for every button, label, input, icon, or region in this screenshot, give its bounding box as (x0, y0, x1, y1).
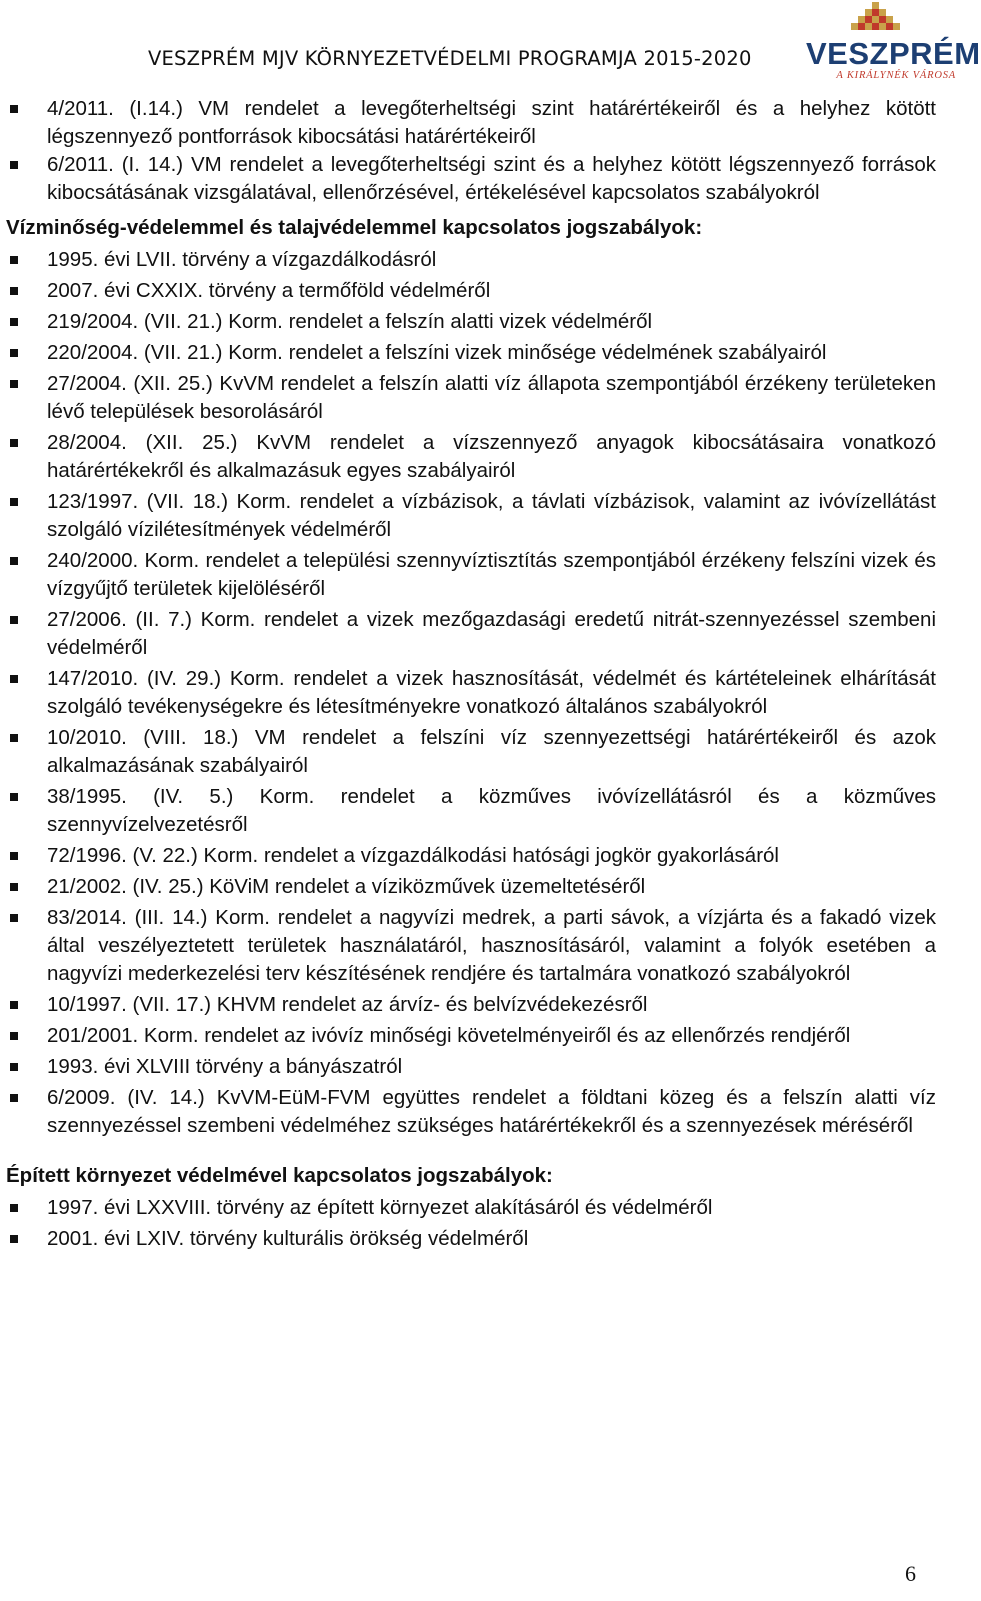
list-item: 21/2002. (IV. 25.) KöViM rendelet a víziközművek üzemeltetéséről (6, 873, 936, 901)
list-item: 147/2010. (IV. 29.) Korm. rendelet a vizek hasznosítását, védelmét és kártételeinek elhárítását szolgáló tevékenységekre és létesítményekre vonatkozó általános szabályokról (6, 665, 936, 721)
square-bullet-icon (10, 914, 18, 922)
list-item: 2007. évi CXXIX. törvény a termőföld védelméről (6, 277, 936, 305)
list-item: 219/2004. (VII. 21.) Korm. rendelet a felszín alatti vizek védelméről (6, 308, 936, 336)
square-bullet-icon (10, 883, 18, 891)
square-bullet-icon (10, 349, 18, 357)
page-header (0, 0, 981, 90)
castle-logo-icon (842, 2, 912, 36)
list-item: 28/2004. (XII. 25.) KvVM rendelet a vízszennyező anyagok kibocsátásaira vonatkozó határértékekről és alkalmazásuk egyes szabályairól (6, 429, 936, 485)
square-bullet-icon (10, 1235, 18, 1243)
list-item: 27/2004. (XII. 25.) KvVM rendelet a felszín alatti víz állapota szempontjából érzékeny területeken lévő települések besorolásáról (6, 370, 936, 426)
list-item: 10/2010. (VIII. 18.) VM rendelet a felszíni víz szennyezettségi határértékeiről és azok alkalmazásának szabályairól (6, 724, 936, 780)
document-body (6, 95, 936, 1253)
list-item: 2001. évi LXIV. törvény kulturális örökség védelméről (6, 1225, 936, 1253)
list-item: 83/2014. (III. 14.) Korm. rendelet a nagyvízi medrek, a parti sávok, a vízjárta és a fakadó vizek által veszélyeztetett területek használatáról, hasznosításáról, valamint a folyók esetében a nagyvízi mederkezelési terv készítésének rendjére és tartalmára vonatkozó szabályokról (6, 904, 936, 988)
page-number: 6 (905, 1561, 916, 1586)
list-item: 27/2006. (II. 7.) Korm. rendelet a vizek mezőgazdasági eredetű nitrát-szennyezéssel szembeni védelméről (6, 606, 936, 662)
square-bullet-icon (10, 793, 18, 801)
square-bullet-icon (10, 498, 18, 506)
list-item: 1993. évi XLVIII törvény a bányászatról (6, 1053, 936, 1081)
square-bullet-icon (10, 1204, 18, 1212)
square-bullet-icon (10, 1001, 18, 1009)
square-bullet-icon (10, 557, 18, 565)
section-title-built: Épített környezet védelmével kapcsolatos jogszabályok: (6, 1164, 553, 1187)
square-bullet-icon (10, 1032, 18, 1040)
list-item: 4/2011. (I.14.) VM rendelet a levegőterheltségi szint határértékeiről és a helyhez kötött légszennyező pontforrások kibocsátási határértékeiről (6, 95, 936, 151)
list-item: 6/2009. (IV. 14.) KvVM-EüM-FVM együttes rendelet a földtani közeg és a felszín alatti víz szennyezéssel szembeni védelméhez szükséges határértékekről és a szennyezések méréséről (6, 1084, 936, 1140)
list-item: 6/2011. (I. 14.) VM rendelet a levegőterheltségi szint és a helyhez kötött légszennyező források kibocsátásának vizsgálatával, ellenőrzésével, értékelésével kapcsolatos szabályokról (6, 151, 936, 207)
document-title: VESZPRÉM MJV KÖRNYEZETVÉDELMI PROGRAMJA 2015-2020 (148, 47, 752, 70)
square-bullet-icon (10, 318, 18, 326)
logo-subtitle: A KIRÁLYNÉK VÁROSA (836, 70, 956, 81)
logo-wordmark: VESZPRÉM (806, 36, 981, 71)
list-item: 123/1997. (VII. 18.) Korm. rendelet a vízbázisok, a távlati vízbázisok, valamint az ivóvízellátást szolgáló vízilétesítmények védelméről (6, 488, 936, 544)
water-law-list (6, 246, 936, 1140)
list-item: 240/2000. Korm. rendelet a települési szennyvíztisztítás szempontjából érzékeny felszíni vizek és vízgyűjtő területek kijelöléséről (6, 547, 936, 603)
square-bullet-icon (10, 675, 18, 683)
veszprem-logo (806, 2, 981, 84)
square-bullet-icon (10, 1094, 18, 1102)
square-bullet-icon (10, 852, 18, 860)
square-bullet-icon (10, 256, 18, 264)
square-bullet-icon (10, 439, 18, 447)
square-bullet-icon (10, 734, 18, 742)
square-bullet-icon (10, 105, 18, 113)
square-bullet-icon (10, 380, 18, 388)
built-law-list (6, 1194, 936, 1253)
list-item: 220/2004. (VII. 21.) Korm. rendelet a felszíni vizek minősége védelmének szabályairól (6, 339, 936, 367)
square-bullet-icon (10, 287, 18, 295)
list-item: 10/1997. (VII. 17.) KHVM rendelet az árvíz- és belvízvédekezésről (6, 991, 936, 1019)
list-item: 201/2001. Korm. rendelet az ivóvíz minőségi követelményeiről és az ellenőrzés rendjéről (6, 1022, 936, 1050)
square-bullet-icon (10, 161, 18, 169)
square-bullet-icon (10, 1063, 18, 1071)
list-item: 72/1996. (V. 22.) Korm. rendelet a vízgazdálkodási hatósági jogkör gyakorlásáról (6, 842, 936, 870)
list-item: 38/1995. (IV. 5.) Korm. rendelet a közműves ivóvízellátásról és a közműves szennyvízelvezetésről (6, 783, 936, 839)
list-item: 1997. évi LXXVIII. törvény az épített környezet alakításáról és védelméről (6, 1194, 936, 1222)
square-bullet-icon (10, 616, 18, 624)
list-item: 1995. évi LVII. törvény a vízgazdálkodásról (6, 246, 936, 274)
section-title-water: Vízminőség-védelemmel és talajvédelemmel kapcsolatos jogszabályok: (6, 216, 703, 239)
intro-list (6, 95, 936, 207)
